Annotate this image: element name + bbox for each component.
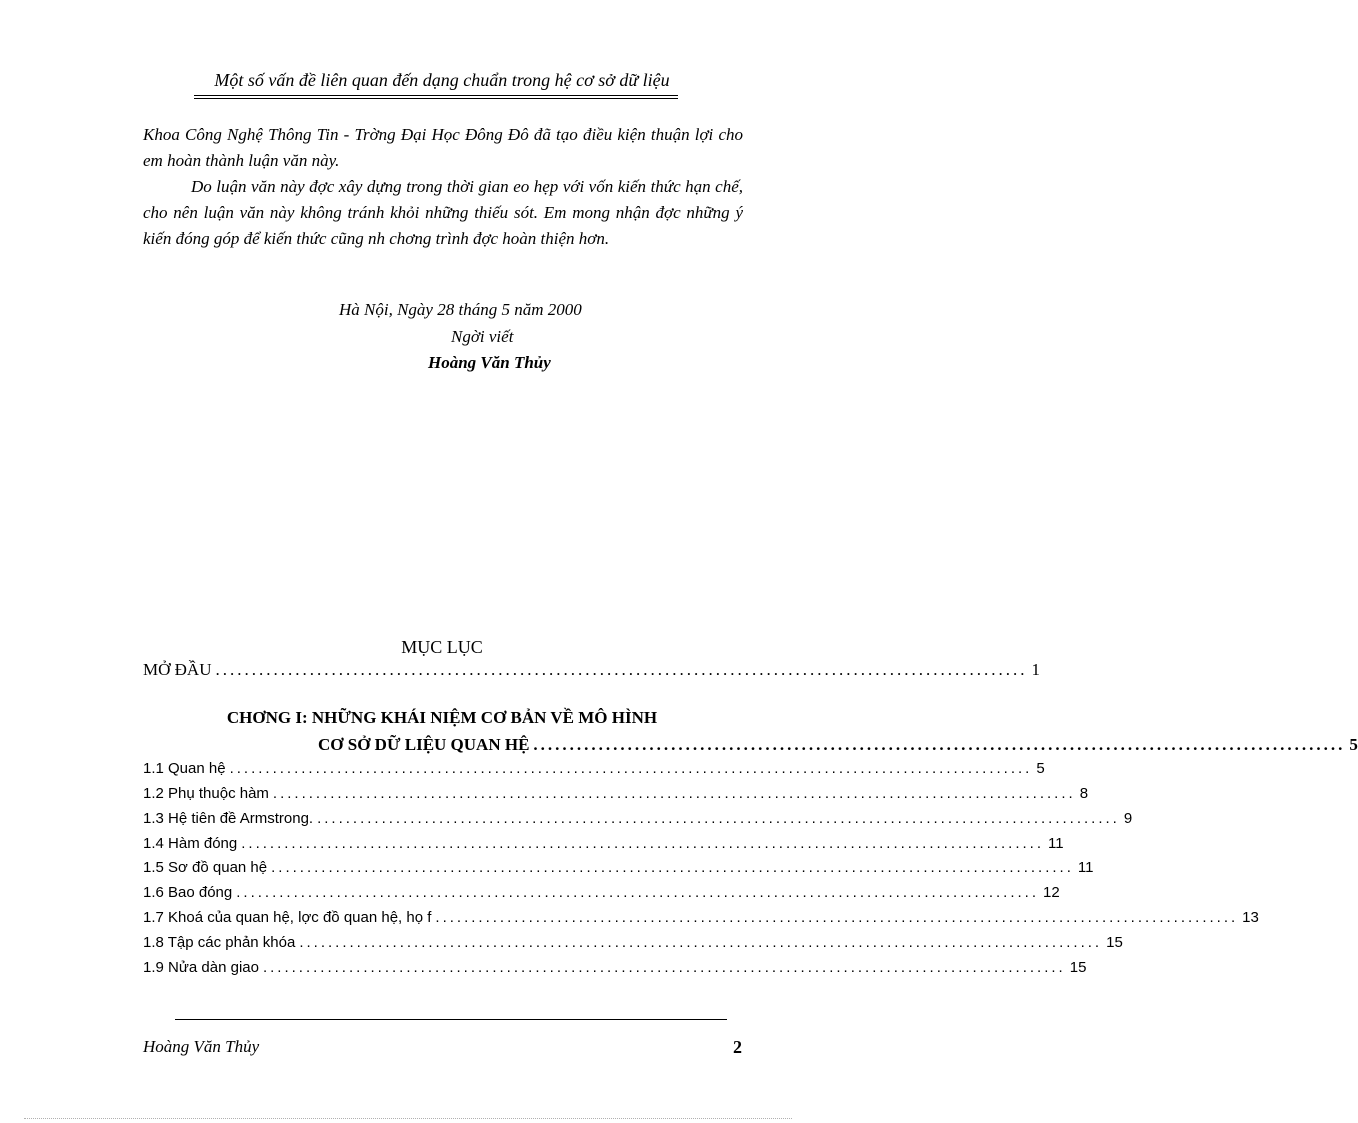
toc-item: [143, 785, 1089, 802]
toc-item-page: 8: [1079, 785, 1089, 802]
toc-leader-dots: ................................................................................................................: [435, 909, 1239, 926]
acknowledgement-paragraph-2: Do luận văn này đợc xây dựng trong thời gian eo hẹp với vốn kiến thức hạn chế, cho nên luận văn này không tránh khỏi những thiếu sót. Em mong nhận đợc những ý kiến đóng góp để kiến thức cũng nh chơng trình đợc hoàn thiện hơn.: [143, 177, 743, 248]
toc-item-label: 1.5 Sơ đồ quan hệ: [143, 859, 268, 876]
toc-leader-dots: ................................................................................................................: [229, 760, 1033, 777]
toc-item: [143, 909, 1259, 926]
toc-item-page: 11: [1077, 859, 1094, 876]
toc-item-page: 15: [1106, 934, 1123, 951]
toc-item-label: 1.1 Quan hệ: [143, 760, 226, 777]
toc-item-page: 12: [1043, 884, 1060, 901]
toc-item-label: 1.2 Phụ thuộc hàm: [143, 785, 269, 802]
toc-item-label: 1.8 Tập các phản khóa: [143, 934, 296, 951]
footer-author: Hoàng Văn Thủy: [143, 1037, 260, 1056]
signature-place-date: Hà Nội, Ngày 28 tháng 5 năm 2000: [339, 300, 582, 319]
toc-entry-label: MỞ ĐẦU: [143, 660, 212, 679]
toc-item: [143, 835, 1064, 852]
toc-item: [143, 859, 1094, 876]
running-header: Một số vấn đề liên quan đến dạng chuẩn trong hệ cơ sở dữ liệu: [214, 70, 670, 90]
toc-leader-dots: ................................................................................................................: [262, 959, 1066, 976]
toc-item: [143, 884, 1060, 901]
toc-chapter-page: 5: [1349, 735, 1358, 754]
toc-leader-dots: ................................................................................................................: [299, 934, 1103, 951]
toc-leader-dots: ................................................................................................................: [236, 884, 1040, 901]
toc-leader-dots: ................................................................................................................: [215, 660, 1028, 679]
toc-leader-dots: ................................................................................................................: [533, 735, 1346, 754]
footer-page-number: 2: [733, 1037, 742, 1057]
toc-item-page: 15: [1069, 959, 1087, 976]
signature-author: Hoàng Văn Thủy: [428, 353, 551, 372]
toc-leader-dots: ................................................................................................................: [241, 835, 1044, 852]
toc-item: [143, 934, 1123, 951]
signature-role: Ngời viết: [451, 327, 514, 346]
header-rule-bottom: [194, 98, 678, 99]
toc-item-page: 11: [1048, 835, 1064, 852]
toc-leader-dots: ................................................................................................................: [271, 859, 1074, 876]
toc-item-label: 1.4 Hàm đóng: [143, 835, 238, 852]
acknowledgement-paragraph-1: Khoa Công Nghệ Thông Tin - Trờng Đại Học Đông Đô đã tạo điều kiện thuận lợi cho em hoàn thành luận văn này.: [143, 125, 743, 170]
toc-item-page: 13: [1242, 909, 1259, 926]
toc-title: MỤC LỤC: [401, 637, 483, 657]
page-bottom-dotted-border: [24, 1118, 792, 1119]
toc-chapter-heading: CHƠNG I: NHỮNG KHÁI NIỆM CƠ BẢN VỀ MÔ HÌNH: [226, 708, 658, 727]
toc-entry-page: 1: [1031, 660, 1040, 679]
toc-item-label: 1.7 Khoá của quan hệ, lợc đồ quan hệ, họ f: [143, 909, 432, 926]
toc-item: [143, 810, 1133, 827]
toc-chapter-subtitle: CƠ SỞ DỮ LIỆU QUAN HỆ: [318, 735, 530, 754]
toc-item-page: 5: [1036, 760, 1045, 777]
toc-leader-dots: ................................................................................................................: [317, 810, 1120, 827]
toc-item-label: 1.9 Nửa dàn giao: [143, 959, 259, 976]
toc-item-page: 9: [1123, 810, 1133, 827]
toc-chapter-heading-line2: [318, 735, 1358, 755]
toc-item-label: 1.3 Hệ tiên đề Armstrong.: [143, 810, 314, 827]
toc-item: [143, 959, 1087, 976]
toc-item: [143, 760, 1045, 777]
toc-leader-dots: ................................................................................................................: [272, 785, 1076, 802]
toc-intro-entry: [143, 660, 1040, 680]
toc-item-label: 1.6 Bao đóng: [143, 884, 233, 901]
footer-rule: [175, 1019, 727, 1020]
header-rule-top: [194, 95, 678, 96]
